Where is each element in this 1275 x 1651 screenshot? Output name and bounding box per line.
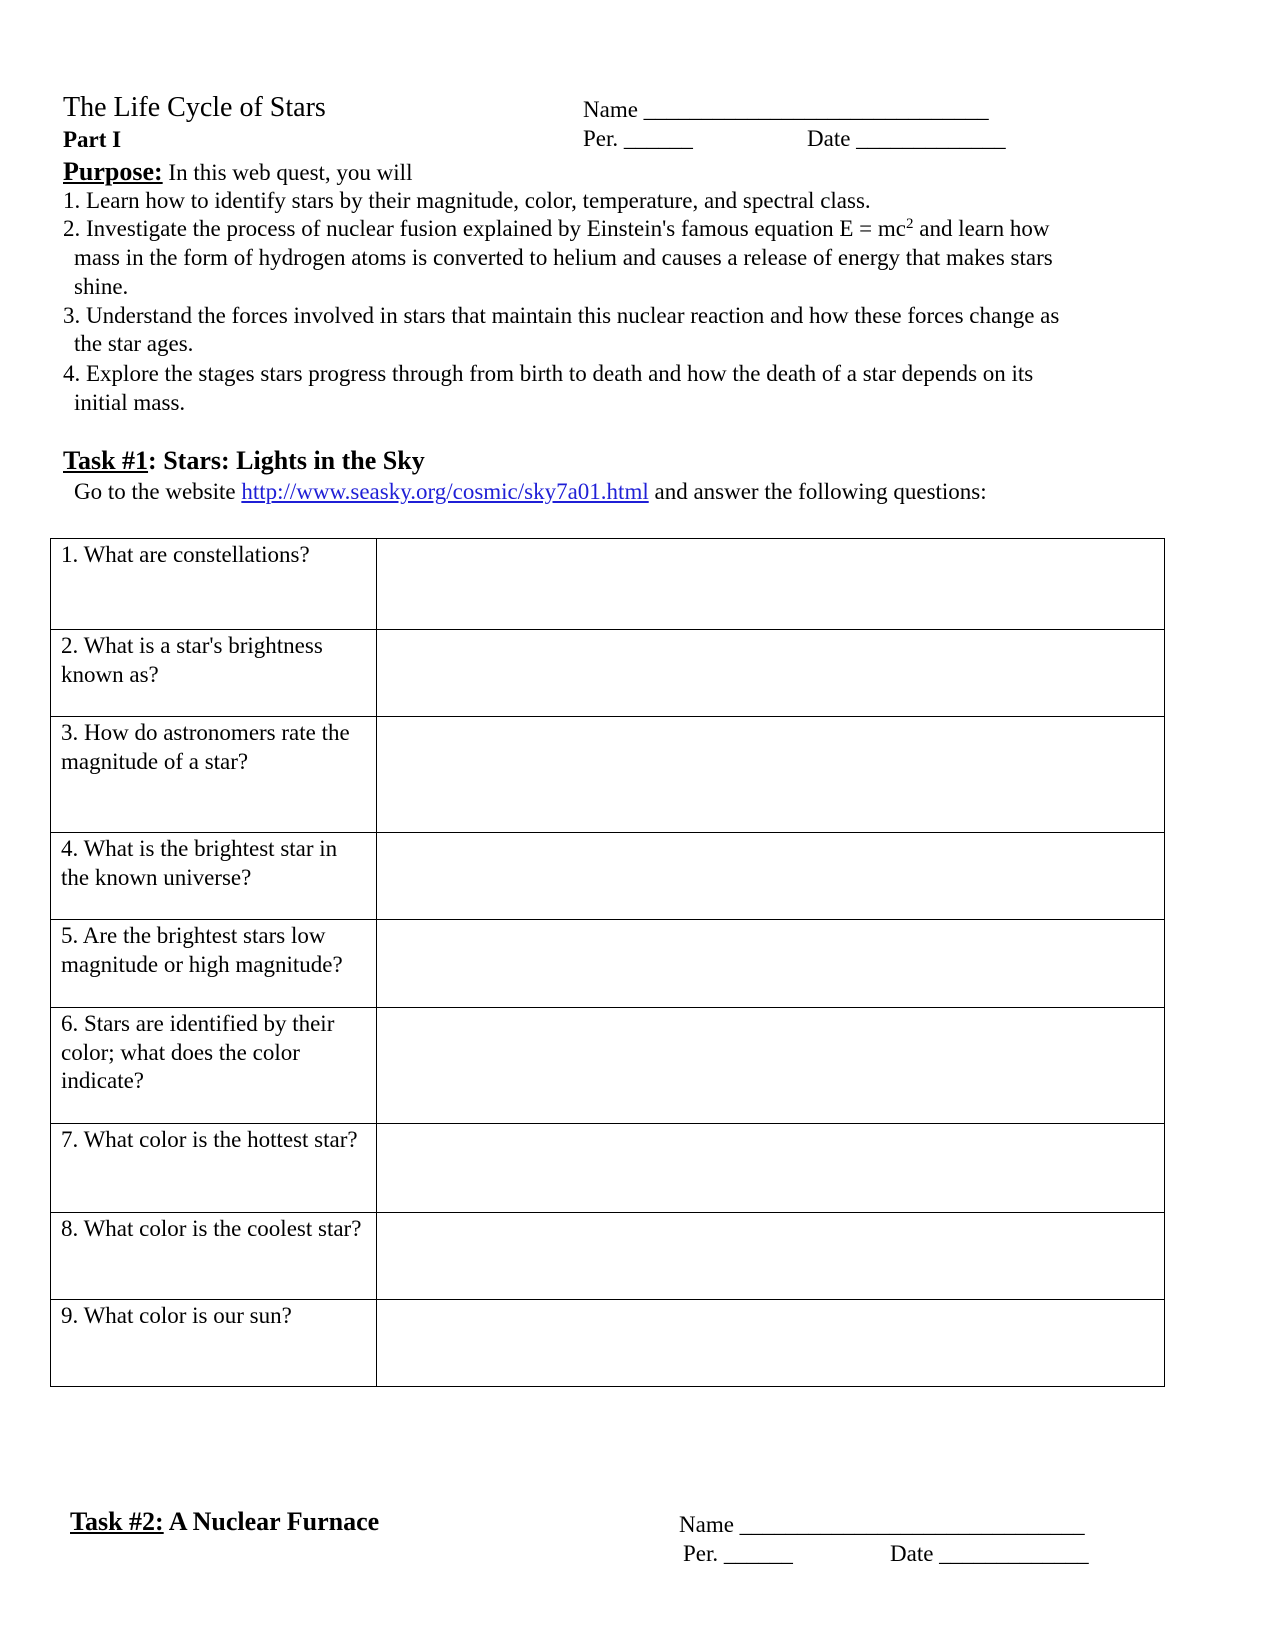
task2-label: Task #2:: [70, 1507, 164, 1536]
answer-cell[interactable]: [377, 717, 1165, 833]
question-cell: 1. What are constellations?: [51, 539, 377, 630]
objective-4-line2: initial mass.: [74, 390, 186, 415]
task1-instruction: Go to the website http://www.seasky.org/cosmic/sky7a01.html and answer the following questions:: [74, 479, 987, 504]
objective-1: 1. Learn how to identify stars by their magnitude, color, temperature, and spectral class.: [63, 188, 871, 213]
questions-table: [50, 538, 1165, 1387]
answer-cell[interactable]: [377, 1008, 1165, 1124]
question-cell: 7. What color is the hottest star?: [51, 1124, 377, 1213]
purpose-heading: [63, 157, 412, 187]
task2-heading: [70, 1507, 379, 1537]
question-cell: 2. What is a star's brightness known as?: [51, 630, 377, 717]
question-cell: 3. How do astronomers rate the magnitude of a star?: [51, 717, 377, 833]
task2-period-field[interactable]: Per. ______: [683, 1541, 793, 1566]
question-cell: 8. What color is the coolest star?: [51, 1213, 377, 1300]
table-row: [51, 1124, 1165, 1213]
period-field[interactable]: Per. ______: [583, 126, 693, 151]
task1-label: Task #1: [63, 446, 149, 475]
table-row: [51, 1300, 1165, 1387]
objective-4: 4. Explore the stages stars progress through from birth to death and how the death of a star depends on its: [63, 361, 1034, 386]
website-link[interactable]: http://www.seasky.org/cosmic/sky7a01.html: [241, 479, 649, 504]
task1-heading: [63, 446, 425, 476]
table-row: [51, 920, 1165, 1008]
objective-3: 3. Understand the forces involved in stars that maintain this nuclear reaction and how these forces change as: [63, 303, 1060, 328]
task2-date-field[interactable]: Date _____________: [890, 1541, 1089, 1566]
purpose-label: Purpose:: [63, 157, 163, 186]
answer-cell[interactable]: [377, 1300, 1165, 1387]
table-row: [51, 630, 1165, 717]
objective-2-line3: shine.: [74, 274, 129, 299]
table-row: [51, 1008, 1165, 1124]
question-cell: 9. What color is our sun?: [51, 1300, 377, 1387]
table-row: [51, 717, 1165, 833]
objective-2-line2: mass in the form of hydrogen atoms is converted to helium and causes a release of energy that makes stars: [74, 245, 1053, 270]
table-row: [51, 1213, 1165, 1300]
answer-cell[interactable]: [377, 539, 1165, 630]
objective-2: 2. Investigate the process of nuclear fusion explained by Einstein's famous equation $E = mc^2$ and learn how: [63, 215, 1050, 241]
purpose-intro: In this web quest, you will: [162, 160, 413, 185]
question-cell: 6. Stars are identified by their color; what does the color indicate?: [51, 1008, 377, 1124]
task2-title: A Nuclear Furnace: [163, 1507, 380, 1536]
task1-title: : Stars: Lights in the Sky: [148, 446, 425, 475]
name-field[interactable]: Name ______________________________: [583, 97, 989, 122]
answer-cell[interactable]: [377, 920, 1165, 1008]
question-cell: 5. Are the brightest stars low magnitude or high magnitude?: [51, 920, 377, 1008]
objective-3-line2: the star ages.: [74, 331, 194, 356]
superscript-2: 2: [905, 215, 914, 232]
worksheet-title: The Life Cycle of Stars: [63, 92, 326, 123]
table-row: [51, 539, 1165, 630]
answer-cell[interactable]: [377, 1213, 1165, 1300]
part-label: Part I: [63, 127, 122, 152]
date-field[interactable]: Date _____________: [807, 126, 1006, 151]
answer-cell[interactable]: [377, 833, 1165, 920]
answer-cell[interactable]: [377, 1124, 1165, 1213]
question-cell: 4. What is the brightest star in the known universe?: [51, 833, 377, 920]
task2-name-field[interactable]: Name ______________________________: [679, 1512, 1085, 1537]
answer-cell[interactable]: [377, 630, 1165, 717]
table-row: [51, 833, 1165, 920]
